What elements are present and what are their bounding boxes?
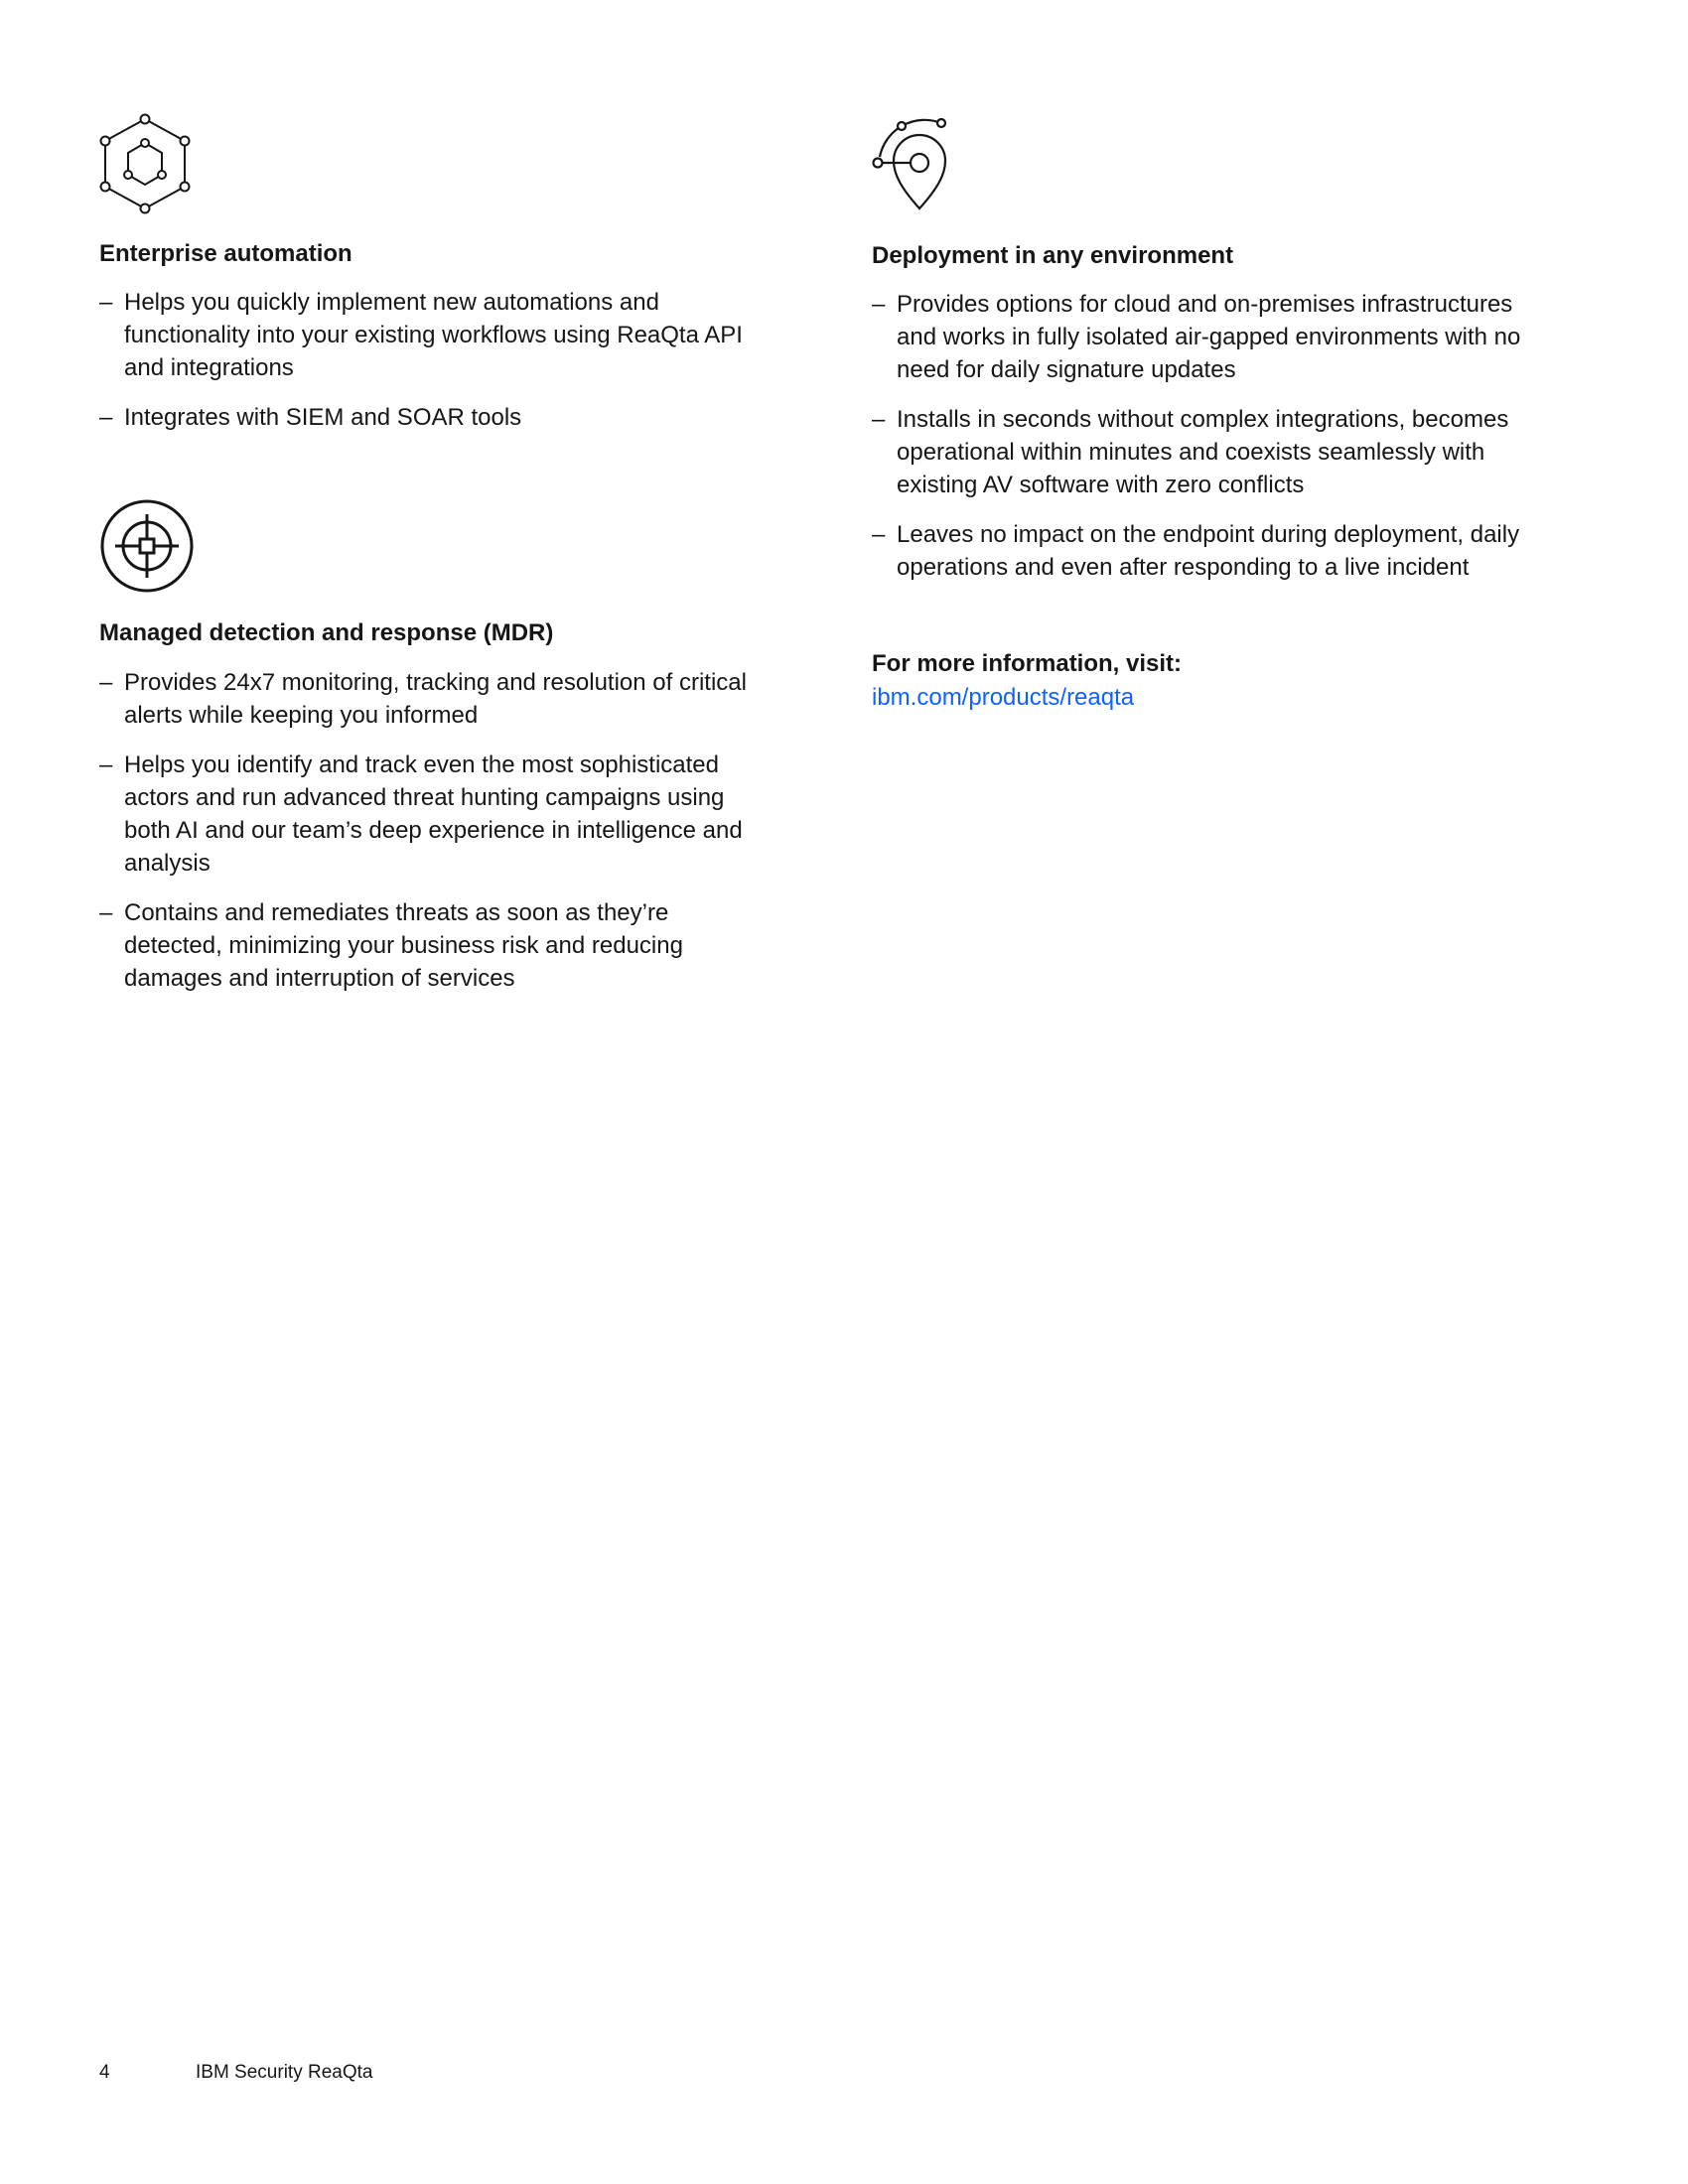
list-item-text: Leaves no impact on the endpoint during deployment, daily operations and even after responding to a live incident — [897, 521, 1520, 581]
location-pin-icon — [872, 115, 961, 212]
list-item-text: Helps you quickly implement new automations and functionality into your existing workflows using ReaQta API and integrations — [124, 289, 743, 381]
crosshair-target-icon — [99, 498, 195, 594]
bullet-dash: – — [99, 669, 113, 696]
list-item-text: Provides options for cloud and on-premises infrastructures and works in fully isolated air-gapped environments with no need for daily signature updates — [897, 291, 1521, 383]
list-item-text: Provides 24x7 monitoring, tracking and resolution of critical alerts while keeping you informed — [124, 669, 747, 729]
bullet-dash: – — [872, 406, 886, 433]
deployment-list — [872, 288, 1557, 601]
list-item — [99, 666, 755, 732]
bullet-dash: – — [99, 404, 113, 431]
list-item — [99, 286, 755, 384]
enterprise-automation-list — [99, 286, 755, 451]
page-number: 4 — [99, 2062, 110, 2083]
list-item — [99, 749, 755, 880]
list-item — [99, 401, 755, 434]
product-link[interactable]: ibm.com/products/reaqta — [872, 684, 1135, 711]
list-item — [872, 518, 1557, 584]
section-title-mdr: Managed detection and response (MDR) — [99, 619, 554, 646]
list-item — [872, 403, 1557, 501]
bullet-dash: – — [99, 899, 113, 926]
bullet-dash: – — [872, 521, 886, 548]
section-title-deployment: Deployment in any environment — [872, 242, 1234, 269]
bullet-dash: – — [872, 291, 886, 318]
list-item-text: Installs in seconds without complex integrations, becomes operational within minutes and coexists seamlessly with existing AV software with zero conflicts — [897, 406, 1509, 498]
list-item — [872, 288, 1557, 386]
list-item — [99, 896, 755, 995]
document-name: IBM Security ReaQta — [196, 2062, 373, 2083]
bullet-dash: – — [99, 289, 113, 316]
hexagon-network-icon — [99, 113, 191, 216]
bullet-dash: – — [99, 751, 113, 778]
section-title-enterprise-automation: Enterprise automation — [99, 240, 352, 267]
mdr-list — [99, 666, 755, 1012]
list-item-text: Helps you identify and track even the most sophisticated actors and run advanced threat hunting campaigns using both AI and our team’s deep experience in intelligence and analysis — [124, 751, 743, 877]
list-item-text: Integrates with SIEM and SOAR tools — [124, 404, 522, 431]
more-info-label: For more information, visit: — [872, 650, 1183, 677]
list-item-text: Contains and remediates threats as soon as they’re detected, minimizing your business risk and reducing damages and interruption of services — [124, 899, 683, 992]
